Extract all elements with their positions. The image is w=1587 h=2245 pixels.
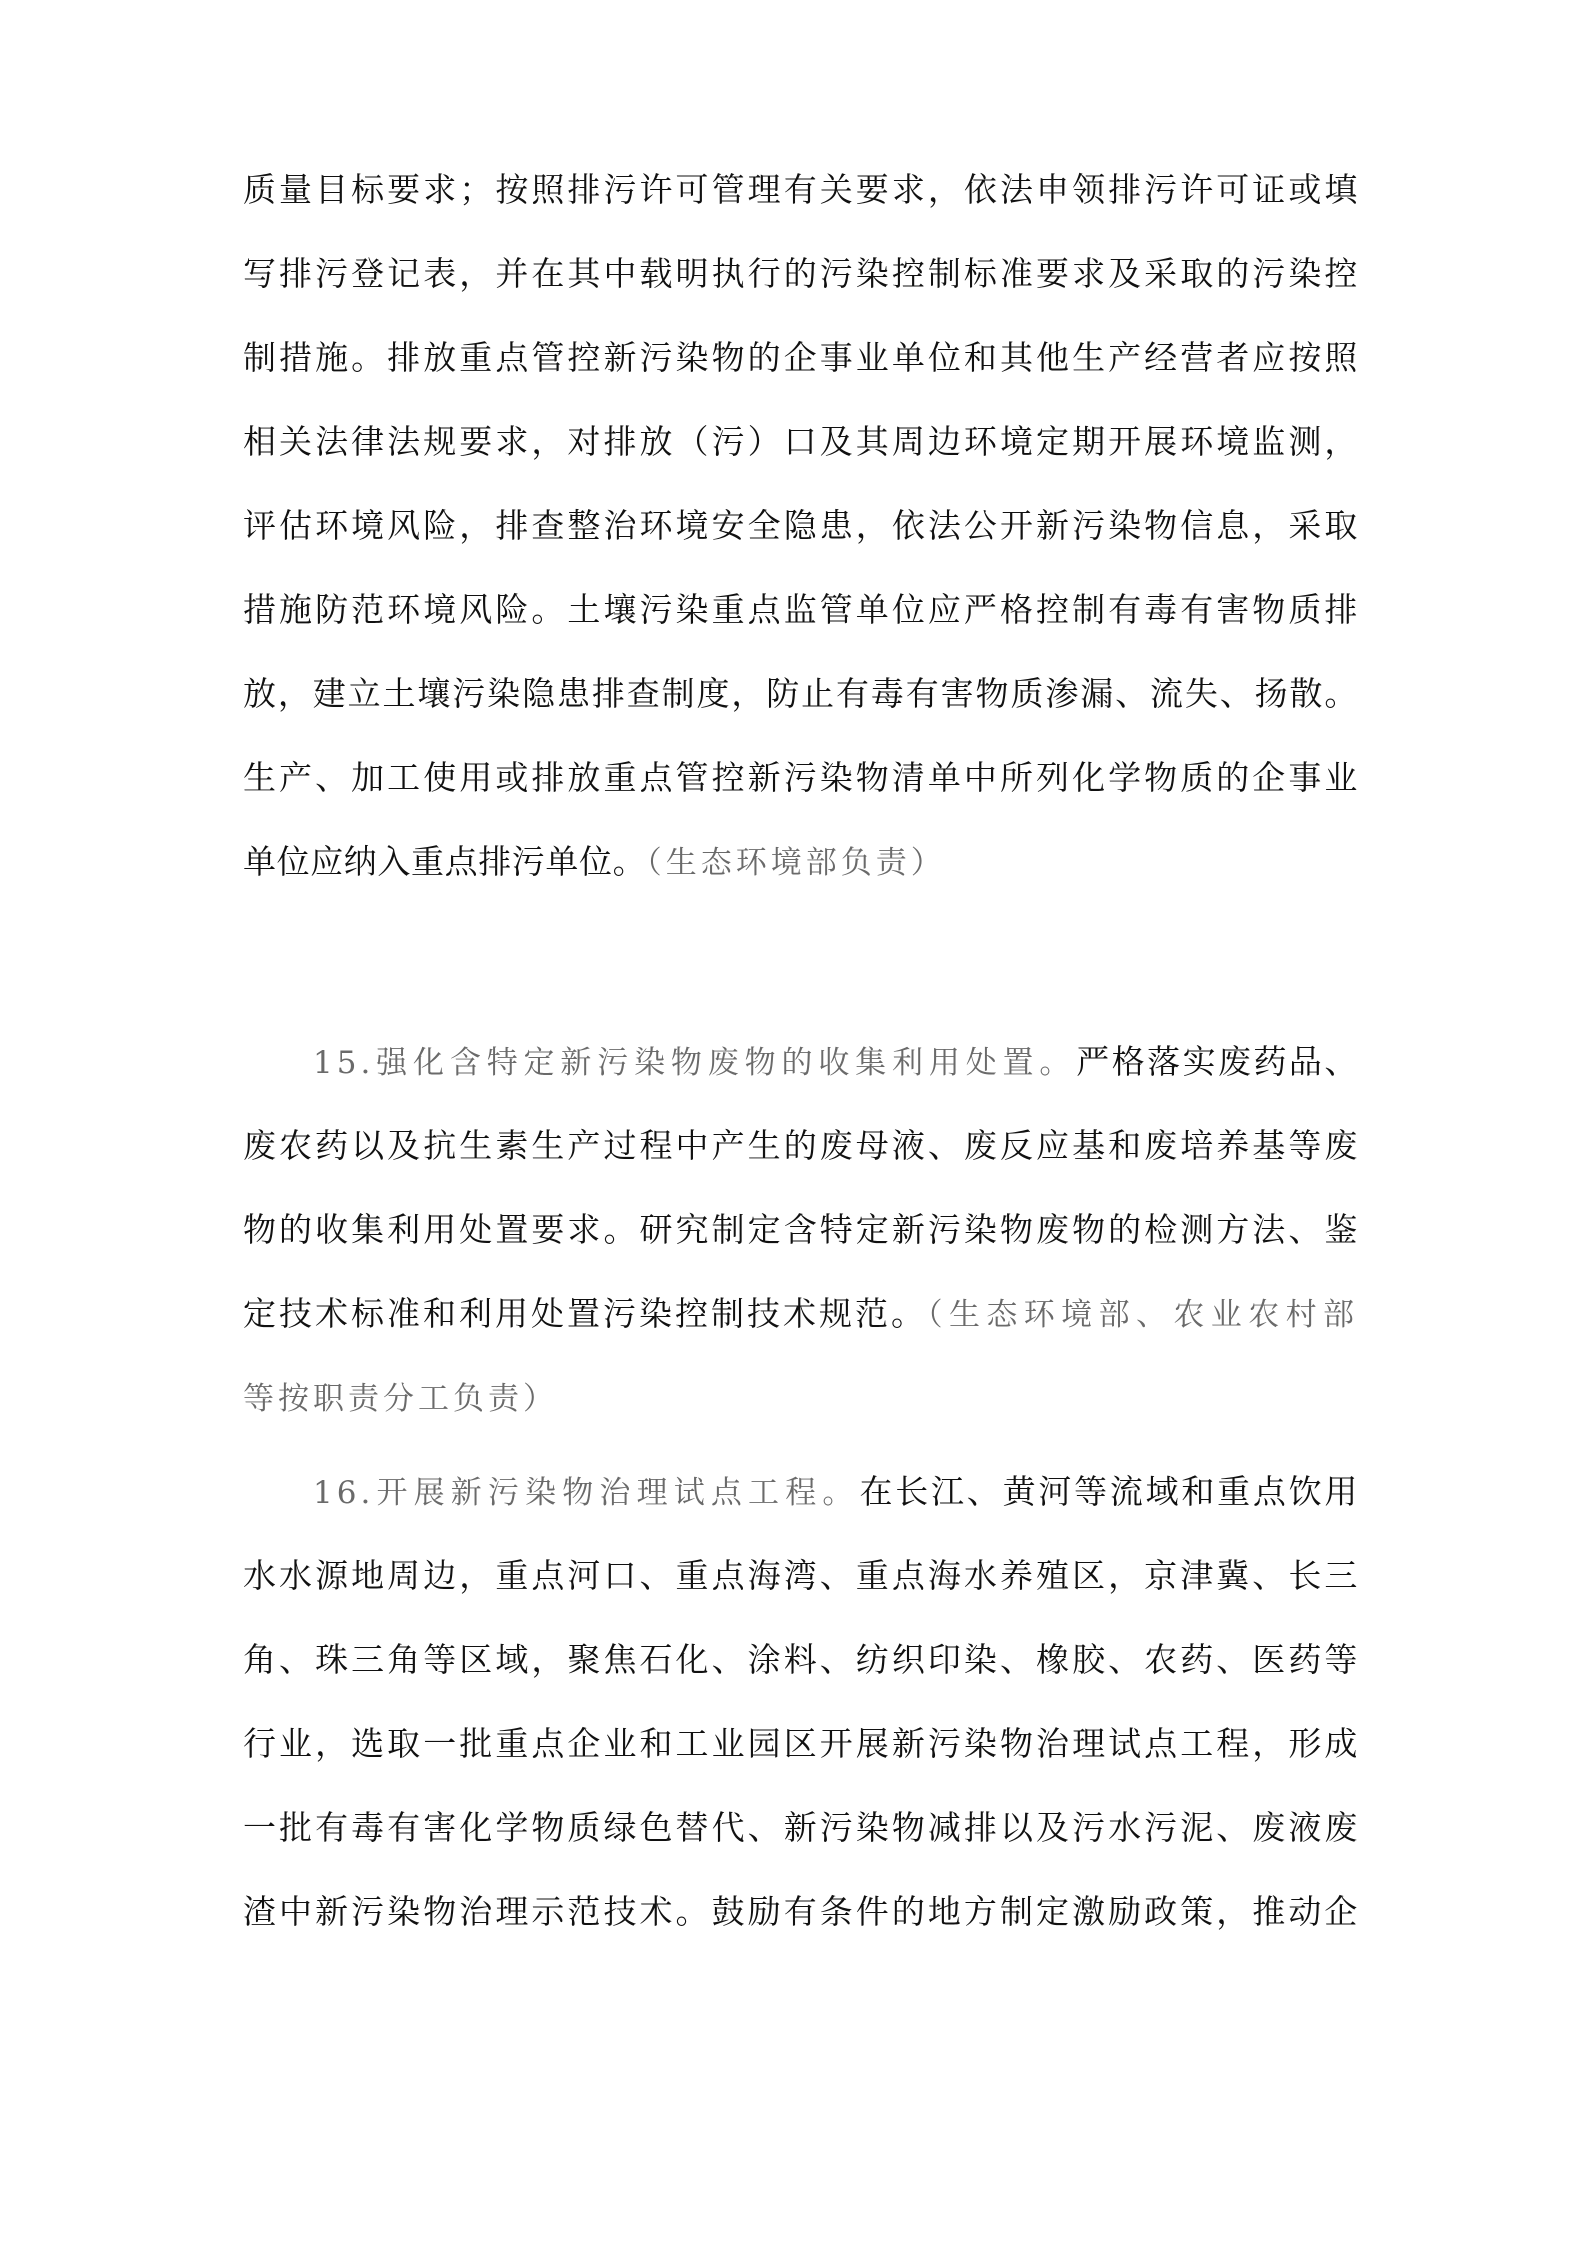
paragraph-line: 废农药以及抗生素生产过程中产生的废母液、废反应基和废培养基等废	[243, 1126, 1358, 1165]
paragraph-line	[313, 1040, 1358, 1084]
paragraph-line: 一批有毒有害化学物质绿色替代、新污染物减排以及污水污泥、废液废	[243, 1808, 1358, 1847]
paragraph-line: 相关法律法规要求，对排放（污）口及其周边环境定期开展环境监测，	[243, 422, 1358, 461]
paragraph-line: 质量目标要求；按照排污许可管理有关要求，依法申领排污许可证或填	[243, 170, 1358, 209]
paragraph-line	[243, 840, 1358, 884]
paragraph-text: 单位应纳入重点排污单位。	[243, 842, 647, 881]
paragraph-line: 角、珠三角等区域，聚焦石化、涂料、纺织印染、橡胶、农药、医药等	[243, 1640, 1358, 1679]
paragraph-line: 物的收集利用处置要求。研究制定含特定新污染物废物的检测方法、鉴	[243, 1210, 1358, 1249]
responsibility-note: （生态环境部、农业农村部	[927, 1297, 1358, 1333]
paragraph-text: 在长江、黄河等流域和重点饮用	[859, 1472, 1358, 1511]
paragraph-line: 放，建立土壤污染隐患排查制度，防止有毒有害物质渗漏、流失、扬散。	[243, 674, 1358, 713]
paragraph-text: 严格落实废药品、	[1076, 1042, 1358, 1081]
responsibility-note: （生态环境部负责）	[646, 845, 946, 881]
paragraph-line	[243, 1376, 1358, 1420]
section-heading: 15.强化含特定新污染物废物的收集利用处置。	[313, 1045, 1077, 1081]
paragraph-line	[243, 1292, 1358, 1336]
section-heading: 16.开展新污染物治理试点工程。	[313, 1475, 860, 1511]
paragraph-line: 制措施。排放重点管控新污染物的企事业单位和其他生产经营者应按照	[243, 338, 1358, 377]
paragraph-line: 写排污登记表，并在其中载明执行的污染控制标准要求及采取的污染控	[243, 254, 1358, 293]
paragraph-line: 评估环境风险，排查整治环境安全隐患，依法公开新污染物信息，采取	[243, 506, 1358, 545]
paragraph-line: 生产、加工使用或排放重点管控新污染物清单中所列化学物质的企事业	[243, 758, 1358, 797]
paragraph-line	[313, 1470, 1358, 1514]
paragraph-line: 渣中新污染物治理示范技术。鼓励有条件的地方制定激励政策，推动企	[243, 1892, 1358, 1931]
paragraph-line: 措施防范环境风险。土壤污染重点监管单位应严格控制有毒有害物质排	[243, 590, 1358, 629]
paragraph-text: 定技术标准和利用处置污染控制技术规范。	[243, 1294, 928, 1333]
responsibility-note: 等按职责分工负责）	[243, 1381, 558, 1417]
paragraph-line: 水水源地周边，重点河口、重点海湾、重点海水养殖区，京津冀、长三	[243, 1556, 1358, 1595]
paragraph-line: 行业，选取一批重点企业和工业园区开展新污染物治理试点工程，形成	[243, 1724, 1358, 1763]
